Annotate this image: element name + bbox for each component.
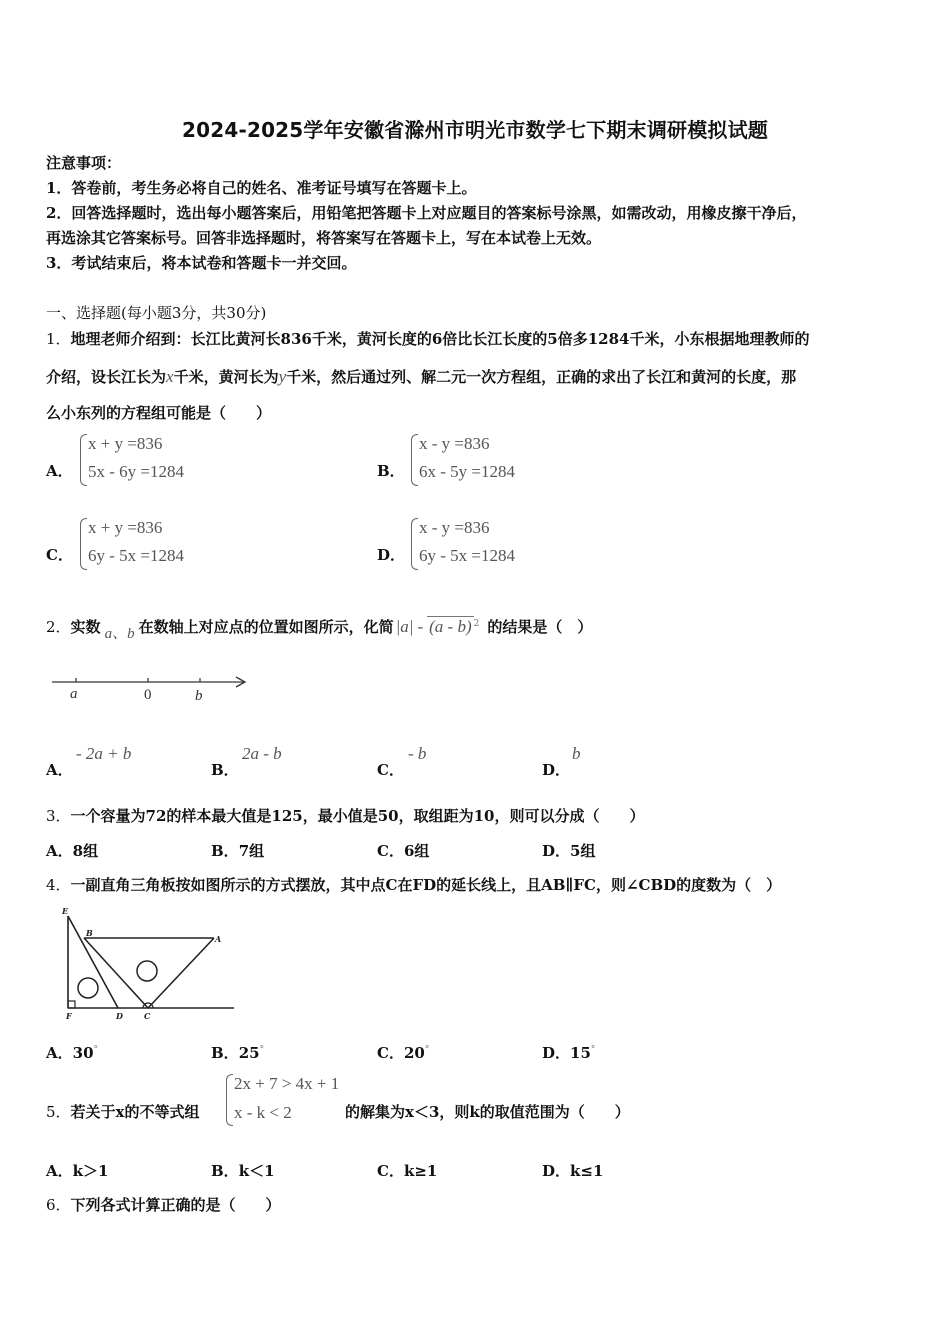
q5-text-a: 5．若关于x的不等式组	[46, 1103, 200, 1121]
q2-number-line-figure	[48, 668, 258, 708]
fig-label-f: F	[66, 1011, 72, 1021]
q2-option-c-value[interactable]: - b	[408, 744, 427, 763]
inner-circle-right	[137, 961, 157, 981]
q2-option-b-value[interactable]: 2a - b	[242, 744, 282, 763]
q4-option-a[interactable]: A．30°	[46, 1044, 99, 1062]
q1-option-d-system[interactable]: x - y =836 6y - 5x =1284	[411, 516, 571, 572]
fig-label-d: D	[116, 1011, 123, 1021]
q1-option-c-label[interactable]: C．	[46, 546, 73, 564]
q2-option-b-label[interactable]: B．	[211, 761, 239, 779]
q2-vars: a、b	[104, 626, 135, 642]
axis-label-0: 0	[144, 687, 152, 703]
fig-label-e: E	[62, 906, 69, 916]
q4-text: 4．一副直角三角板按如图所示的方式摆放，其中点C在FD的延长线上，且AB∥FC，则∠CBD的度数为（ ）	[46, 876, 782, 894]
q2-abs-a: |a|	[395, 617, 414, 636]
q1-option-c-system[interactable]: x + y =836 6y - 5x =1284	[80, 516, 240, 572]
q1-option-a-system[interactable]: x + y =836 5x - 6y =1284	[80, 432, 240, 488]
line-bc	[84, 938, 148, 1008]
q1-option-d-label[interactable]: D．	[377, 546, 406, 564]
notice-item-2: 2．回答选择题时，选出每小题答案后，用铅笔把答题卡上对应题目的答案标号涂黑，如需改动，用橡皮擦干净后，	[46, 204, 807, 222]
q5-inequality-system: 2x + 7 > 4x + 1 x - k < 2	[226, 1072, 344, 1128]
q3-text: 3．一个容量为72的样本最大值是125，最小值是50，取组距为10，则可以分成（ ）	[46, 807, 645, 825]
q5-option-b[interactable]: B．k＜1	[211, 1162, 275, 1180]
notice-item-2-cont: 再选涂其它答案标号。回答非选择题时，将答案写在答题卡上，写在本试卷上无效。	[46, 229, 602, 247]
q2-text: 2．实数 a、b 在数轴上对应点的位置如图所示，化简 |a| - (a - b) $^2$ 的结果是（ ）	[46, 617, 593, 642]
q2-option-d-label[interactable]: D．	[542, 761, 571, 779]
q2-option-a-label[interactable]: A．	[46, 761, 73, 779]
q6-text: 6．下列各式计算正确的是（ ）	[46, 1196, 281, 1214]
q3-option-b[interactable]: B．7组	[211, 842, 265, 860]
fig-label-a: A	[215, 934, 222, 944]
notice-item-3: 3．考试结束后，将本试卷和答题卡一并交回。	[46, 254, 357, 272]
notice-item-1: 1．答卷前，考生务必将自己的姓名、准考证号填写在答题卡上。	[46, 179, 477, 197]
q1-option-a-label[interactable]: A．	[46, 462, 73, 480]
q1-number: 1．	[46, 330, 71, 348]
axis-label-a: a	[70, 686, 78, 702]
q5-text-b: 的解集为x＜3，则k的取值范围为（ ）	[345, 1103, 630, 1121]
q1-option-b-label[interactable]: B．	[377, 462, 405, 480]
notice-heading: 注意事项：	[46, 154, 122, 172]
q2-option-d-value[interactable]: b	[572, 744, 581, 763]
q5-option-d[interactable]: D．k≤1	[542, 1162, 604, 1180]
axis-label-b: b	[195, 688, 203, 704]
q4-option-d[interactable]: D．15°	[542, 1044, 596, 1062]
q4-option-b[interactable]: B．25°	[211, 1044, 265, 1062]
q5-option-a[interactable]: A．k＞1	[46, 1162, 109, 1180]
q1-var-x: x	[166, 367, 174, 386]
fig-label-c: C	[144, 1011, 151, 1021]
q2-option-c-label[interactable]: C．	[377, 761, 404, 779]
line-ac	[148, 938, 214, 1008]
inner-circle-left	[78, 978, 98, 998]
section-heading: 一、选择题(每小题3分，共30分)	[46, 304, 267, 322]
q1-option-b-system[interactable]: x - y =836 6x - 5y =1284	[411, 432, 571, 488]
right-angle-mark-f	[68, 1001, 75, 1008]
q1-var-y: y	[278, 367, 287, 386]
q4-triangle-figure	[58, 904, 240, 1024]
q1-text-line3: 么小东列的方程组可能是（ ）	[46, 404, 272, 422]
q3-option-d[interactable]: D．5组	[542, 842, 596, 860]
page-title: 2024-2025学年安徽省滁州市明光市数学七下期末调研模拟试题	[181, 118, 769, 142]
q3-option-c[interactable]: C．6组	[377, 842, 430, 860]
q1-text-line1: 1．地理老师介绍到：长江比黄河长836千米，黄河长度的6倍比长江长度的5倍多1284千米，小东根据地理教师的	[46, 330, 810, 348]
q5-option-c[interactable]: C．k≥1	[377, 1162, 438, 1180]
q3-option-a[interactable]: A．8组	[46, 842, 99, 860]
q2-option-a-value[interactable]: - 2a + b	[76, 744, 132, 763]
q2-root: (a - b)	[429, 617, 472, 636]
q4-option-c[interactable]: C．20°	[377, 1044, 430, 1062]
q1-text-line2: 介绍，设长江长为x千米，黄河长为y千米，然后通过列、解二元一次方程组，正确的求出了长江和黄河的长度，那	[46, 367, 797, 386]
line-ed	[68, 916, 118, 1008]
fig-label-b: B	[86, 928, 93, 938]
